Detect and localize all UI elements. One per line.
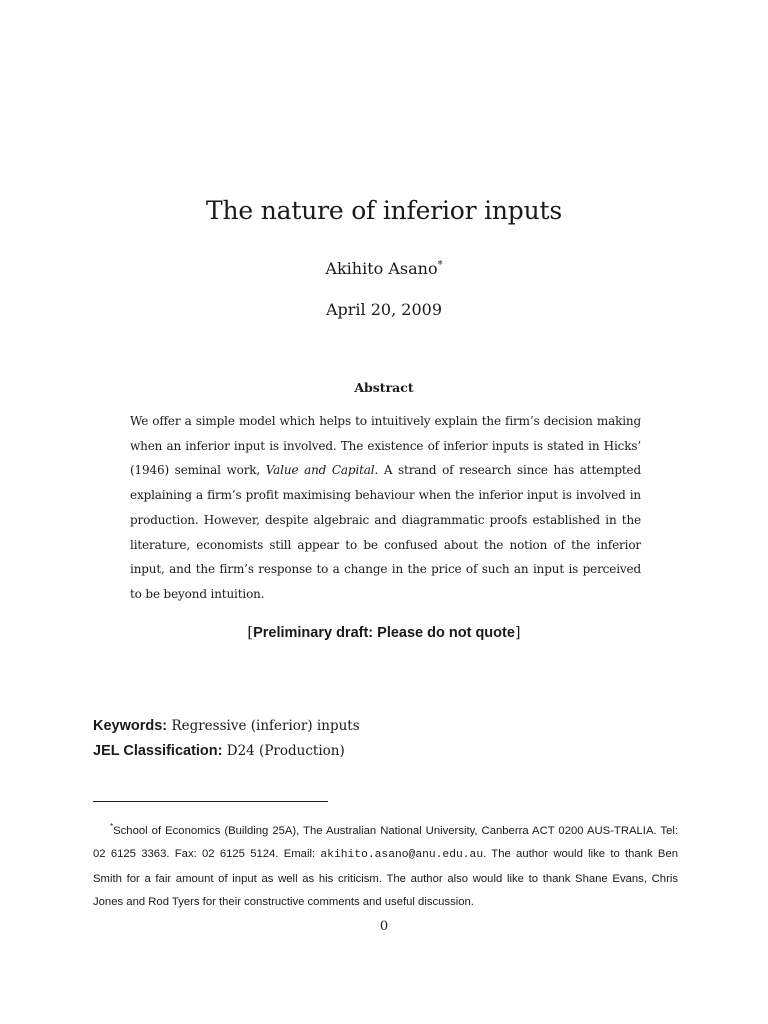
author-line — [0, 259, 768, 278]
keywords-value: Regressive (inferior) inputs — [171, 718, 360, 734]
abstract-text-part1: We offer a simple model which helps to intuitively explain the firm’s decision making when an inferior input is involved. The existence of inferior inputs is stated in Hicks’ (1946) seminal work, — [130, 414, 641, 478]
paper-title: The nature of inferior inputs — [206, 196, 562, 225]
keywords-label: Keywords: — [93, 718, 168, 734]
page-number: 0 — [379, 919, 389, 934]
footnote-text-part2: . The author would like to thank Ben Smith for a fair amount of input as well as his criticism. The author also would like to thank Shane Evans, Chris Jones and Rod Tyers for their constructive comments and useful discussion. — [93, 848, 679, 909]
author-footnote-mark: * — [437, 259, 443, 271]
jel-line — [93, 743, 345, 759]
draft-close-bracket: ] — [514, 625, 521, 641]
draft-open-bracket: [ — [247, 625, 254, 641]
keywords-line — [93, 718, 360, 734]
footnote-text-part1: School of Economics (Building 25A), The Australian National University, Canberra ACT 0200 AUS-TRALIA. Tel: 02 6125 3363. Fax: 02 6125 5124. Email: — [93, 824, 678, 861]
draft-notice-text: Preliminary draft: Please do not quote — [253, 625, 515, 641]
jel-value: D24 (Production) — [226, 743, 345, 759]
abstract-book-title: Value and Capital — [265, 463, 375, 478]
footnote-email: akihito.asano@anu.edu.au — [320, 849, 484, 862]
paper-date: April 20, 2009 — [325, 300, 442, 319]
draft-notice — [0, 625, 768, 641]
footnote-rule — [93, 801, 328, 802]
footnote — [93, 815, 678, 915]
jel-label: JEL Classification: — [93, 743, 223, 759]
footnote-mark: * — [110, 822, 114, 831]
author-name: Akihito Asano — [325, 259, 438, 278]
abstract-text — [130, 409, 641, 607]
abstract-heading: Abstract — [354, 380, 414, 395]
abstract-text-part2: . A strand of research since has attempted explaining a firm’s profit maximising behaviour when the inferior input is involved in production. However, despite algebraic and diagrammatic proofs established in the literature, economists still appear to be confused about the notion of the inferior input, and the firm’s response to a change in the price of such an input is perceived to be beyond intuition. — [130, 463, 642, 601]
